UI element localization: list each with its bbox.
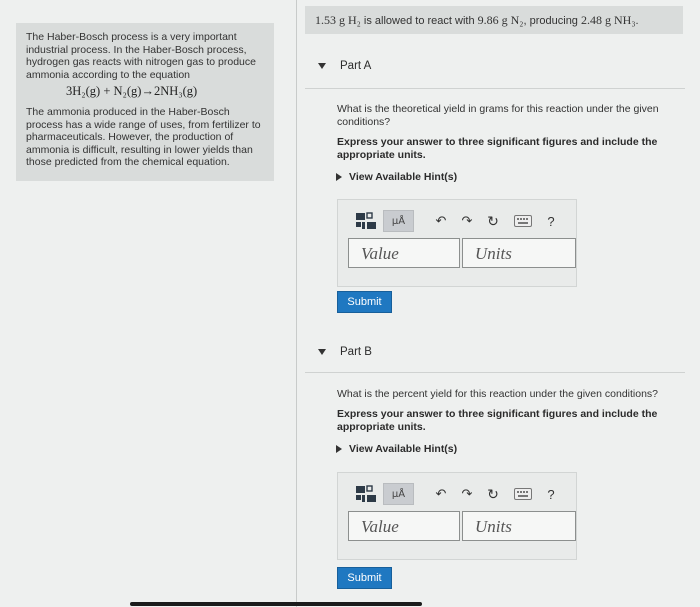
collapse-caret-icon[interactable] xyxy=(318,63,326,69)
keyboard-icon[interactable] xyxy=(512,210,534,232)
redo-icon[interactable]: ↷ xyxy=(461,486,473,501)
help-icon[interactable]: ? xyxy=(547,213,555,229)
part-a-hints-link[interactable] xyxy=(336,171,457,183)
reaction-equation: 3H₂(g) + N₂(g)→2NH₃(g) xyxy=(66,84,198,99)
part-b-answer-box xyxy=(337,472,577,560)
expand-triangle-icon xyxy=(336,173,342,181)
part-b-header[interactable] xyxy=(318,346,372,358)
part-a-separator xyxy=(305,88,685,89)
part-b-value-input[interactable]: Value xyxy=(348,511,460,541)
part-a-value-input[interactable]: Value xyxy=(348,238,460,268)
part-a-header[interactable] xyxy=(318,60,371,72)
part-b-instruction: Express your answer to three significant figures and include the appropriate units. xyxy=(337,408,658,433)
column-divider xyxy=(296,0,297,607)
part-a-instruction: Express your answer to three significant figures and include the appropriate units. xyxy=(337,136,658,161)
part-a-submit-button[interactable]: Submit xyxy=(337,291,392,313)
problem-text-3: . xyxy=(635,15,639,27)
keyboard-icon[interactable] xyxy=(512,483,534,505)
part-a-toolbar xyxy=(352,210,566,232)
units-icon[interactable]: μÅ xyxy=(383,210,414,232)
reset-icon[interactable]: ↻ xyxy=(487,485,499,502)
part-b-title: Part B xyxy=(340,346,372,358)
part-a-units-input[interactable]: Units xyxy=(462,238,576,268)
collapse-caret-icon[interactable] xyxy=(318,349,326,355)
part-a-hints-label: View Available Hint(s) xyxy=(349,171,458,183)
intro-panel xyxy=(16,23,274,181)
problem-text-2: , producing xyxy=(523,15,581,27)
templates-icon[interactable] xyxy=(352,210,382,232)
part-a-question: What is the theoretical yield in grams for this reaction under the given conditions? xyxy=(337,103,659,128)
mass-nh3: 2.48 g NH₃ xyxy=(580,13,636,27)
part-b-separator xyxy=(305,372,685,373)
part-b-units-input[interactable]: Units xyxy=(462,511,576,541)
part-b-hints-label: View Available Hint(s) xyxy=(349,443,458,455)
redo-icon[interactable]: ↷ xyxy=(461,213,473,228)
intro-paragraph-2: The ammonia produced in the Haber-Bosch process has a wide range of uses, from fertilizer to pharmaceuticals. However, the production of ammonia is difficult, resulting in lower yields than those predicted from the chemical equation. xyxy=(26,105,261,169)
mass-n2: 9.86 g N₂ xyxy=(477,13,524,27)
intro-paragraph-1: The Haber-Bosch process is a very important industrial process. In the Haber-Bosch process, hydrogen gas reacts with nitrogen gas to produce ammonia according to the equation xyxy=(26,31,256,81)
undo-icon[interactable]: ↶ xyxy=(435,486,447,501)
part-b-hints-link[interactable] xyxy=(336,443,457,455)
horizontal-scrollbar[interactable] xyxy=(130,602,422,606)
reset-icon[interactable]: ↻ xyxy=(487,212,499,229)
part-a-answer-box xyxy=(337,199,577,287)
units-icon[interactable]: μÅ xyxy=(383,483,414,505)
expand-triangle-icon xyxy=(336,445,342,453)
part-b-question: What is the percent yield for this reaction under the given conditions? xyxy=(337,388,659,400)
help-icon[interactable]: ? xyxy=(547,486,555,502)
part-a-title: Part A xyxy=(340,60,372,72)
problem-statement xyxy=(305,6,683,34)
problem-text-1: is allowed to react with xyxy=(360,15,478,27)
part-b-toolbar xyxy=(352,483,566,505)
mass-h2: 1.53 g H₂ xyxy=(315,13,361,27)
templates-icon[interactable] xyxy=(352,483,382,505)
part-b-submit-button[interactable]: Submit xyxy=(337,567,392,589)
undo-icon[interactable]: ↶ xyxy=(435,213,447,228)
